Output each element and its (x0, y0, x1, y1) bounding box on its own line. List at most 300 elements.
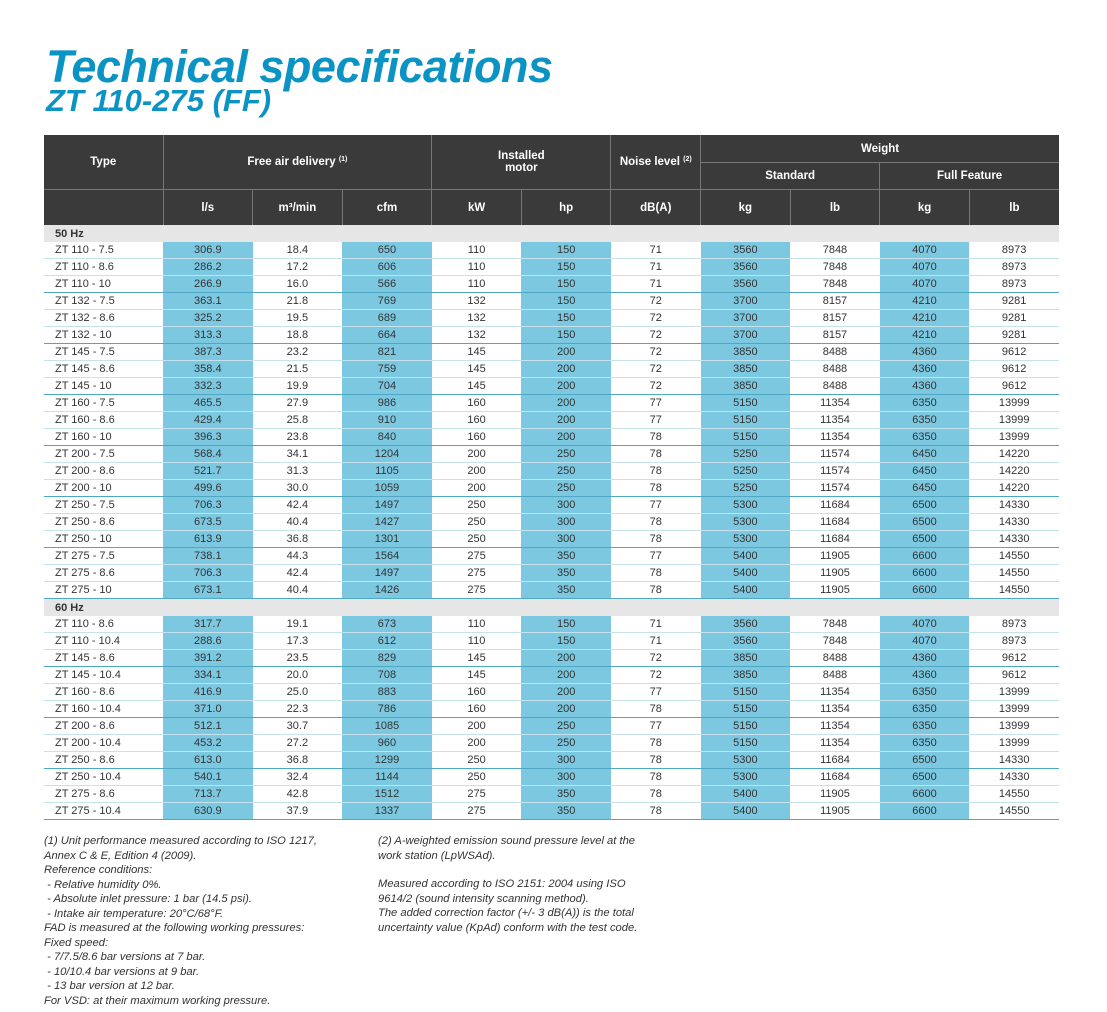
value-cell: 396.3 (163, 429, 253, 446)
value-cell: 313.3 (163, 327, 253, 344)
value-cell: 72 (611, 327, 701, 344)
table-row (44, 803, 1059, 820)
value-cell: 200 (521, 684, 611, 701)
table-row (44, 582, 1059, 599)
type-cell: ZT 145 - 8.6 (44, 650, 163, 667)
value-cell: 160 (432, 429, 522, 446)
value-cell: 19.1 (253, 616, 343, 633)
value-cell: 300 (521, 769, 611, 786)
value-cell: 350 (521, 803, 611, 820)
value-cell: 8488 (790, 650, 880, 667)
value-cell: 14220 (969, 446, 1059, 463)
value-cell: 5250 (701, 463, 791, 480)
value-cell: 11354 (790, 701, 880, 718)
value-cell: 78 (611, 565, 701, 582)
value-cell: 32.4 (253, 769, 343, 786)
value-cell: 200 (521, 395, 611, 412)
value-cell: 72 (611, 650, 701, 667)
value-cell: 110 (432, 259, 522, 276)
value-cell: 78 (611, 429, 701, 446)
value-cell: 150 (521, 327, 611, 344)
value-cell: 72 (611, 361, 701, 378)
value-cell: 3700 (701, 310, 791, 327)
value-cell: 110 (432, 242, 522, 259)
value-cell: 250 (432, 769, 522, 786)
value-cell: 78 (611, 735, 701, 752)
section-row (44, 599, 1059, 617)
value-cell: 4070 (880, 259, 970, 276)
value-cell: 6500 (880, 531, 970, 548)
value-cell: 22.3 (253, 701, 343, 718)
value-cell: 14220 (969, 480, 1059, 497)
table-row (44, 514, 1059, 531)
footnote-2 (378, 834, 637, 935)
value-cell: 6350 (880, 395, 970, 412)
section-row (44, 225, 1059, 242)
value-cell: 71 (611, 242, 701, 259)
note-line: uncertainty value (KpAd) conform with the test code. (378, 921, 638, 934)
value-cell: 110 (432, 276, 522, 293)
value-cell: 78 (611, 803, 701, 820)
value-cell: 11354 (790, 684, 880, 701)
value-cell: 300 (521, 514, 611, 531)
value-cell: 708 (342, 667, 432, 684)
value-cell: 8157 (790, 293, 880, 310)
value-cell: 110 (432, 633, 522, 650)
value-cell: 7848 (790, 259, 880, 276)
value-cell: 4070 (880, 276, 970, 293)
type-cell: ZT 132 - 8.6 (44, 310, 163, 327)
type-cell: ZT 132 - 10 (44, 327, 163, 344)
table-row (44, 327, 1059, 344)
value-cell: 7848 (790, 633, 880, 650)
header-free-air-delivery: Free air delivery $^{(1)}$ (163, 135, 432, 190)
value-cell: 317.7 (163, 616, 253, 633)
value-cell: 150 (521, 633, 611, 650)
section-label: 60 Hz (44, 599, 1059, 617)
value-cell: 77 (611, 497, 701, 514)
value-cell: 8973 (969, 242, 1059, 259)
value-cell: 1564 (342, 548, 432, 565)
table-row (44, 650, 1059, 667)
unit-type-blank (44, 190, 163, 226)
value-cell: 77 (611, 718, 701, 735)
value-cell: 150 (521, 616, 611, 633)
value-cell: 769 (342, 293, 432, 310)
value-cell: 883 (342, 684, 432, 701)
value-cell: 6500 (880, 514, 970, 531)
value-cell: 673.5 (163, 514, 253, 531)
value-cell: 706.3 (163, 497, 253, 514)
value-cell: 275 (432, 803, 522, 820)
unit-header: lb (969, 190, 1059, 226)
value-cell: 71 (611, 616, 701, 633)
note-line: - 13 bar version at 12 bar. (44, 980, 175, 992)
value-cell: 250 (521, 446, 611, 463)
value-cell: 78 (611, 531, 701, 548)
header-full-feature: Full Feature (880, 163, 1059, 190)
value-cell: 613.0 (163, 752, 253, 769)
value-cell: 9612 (969, 344, 1059, 361)
type-cell: ZT 145 - 7.5 (44, 344, 163, 361)
value-cell: 160 (432, 412, 522, 429)
value-cell: 36.8 (253, 531, 343, 548)
table-row (44, 684, 1059, 701)
value-cell: 521.7 (163, 463, 253, 480)
type-cell: ZT 145 - 8.6 (44, 361, 163, 378)
table-row (44, 616, 1059, 633)
value-cell: 673.1 (163, 582, 253, 599)
value-cell: 6350 (880, 684, 970, 701)
value-cell: 27.9 (253, 395, 343, 412)
value-cell: 72 (611, 293, 701, 310)
value-cell: 250 (521, 735, 611, 752)
value-cell: 14330 (969, 769, 1059, 786)
specifications-body (44, 225, 1059, 820)
value-cell: 664 (342, 327, 432, 344)
value-cell: 5150 (701, 684, 791, 701)
value-cell: 19.5 (253, 310, 343, 327)
value-cell: 689 (342, 310, 432, 327)
table-row (44, 276, 1059, 293)
value-cell: 4070 (880, 242, 970, 259)
value-cell: 4070 (880, 616, 970, 633)
value-cell: 13999 (969, 701, 1059, 718)
value-cell: 145 (432, 361, 522, 378)
value-cell: 13999 (969, 684, 1059, 701)
value-cell: 453.2 (163, 735, 253, 752)
value-cell: 150 (521, 242, 611, 259)
type-cell: ZT 145 - 10 (44, 378, 163, 395)
value-cell: 5400 (701, 565, 791, 582)
value-cell: 11905 (790, 565, 880, 582)
value-cell: 288.6 (163, 633, 253, 650)
value-cell: 6450 (880, 463, 970, 480)
value-cell: 145 (432, 344, 522, 361)
value-cell: 250 (521, 718, 611, 735)
value-cell: 14330 (969, 531, 1059, 548)
value-cell: 275 (432, 548, 522, 565)
value-cell: 250 (432, 514, 522, 531)
note-line: (2) A-weighted emission sound pressure level at the (378, 835, 636, 847)
value-cell: 786 (342, 701, 432, 718)
value-cell: 14550 (969, 565, 1059, 582)
type-cell: ZT 110 - 10 (44, 276, 163, 293)
value-cell: 160 (432, 701, 522, 718)
table-row (44, 310, 1059, 327)
value-cell: 704 (342, 378, 432, 395)
value-cell: 37.9 (253, 803, 343, 820)
type-cell: ZT 250 - 10 (44, 531, 163, 548)
table-row (44, 786, 1059, 803)
value-cell: 613.9 (163, 531, 253, 548)
footnote-1 (44, 834, 317, 1008)
value-cell: 40.4 (253, 514, 343, 531)
value-cell: 9281 (969, 327, 1059, 344)
value-cell: 14330 (969, 752, 1059, 769)
value-cell: 13999 (969, 429, 1059, 446)
value-cell: 11905 (790, 548, 880, 565)
value-cell: 200 (521, 361, 611, 378)
value-cell: 77 (611, 412, 701, 429)
table-row (44, 548, 1059, 565)
value-cell: 300 (521, 531, 611, 548)
value-cell: 16.0 (253, 276, 343, 293)
header-installed-motor: Installed motor (432, 135, 611, 190)
value-cell: 8157 (790, 327, 880, 344)
value-cell: 4210 (880, 293, 970, 310)
value-cell: 1105 (342, 463, 432, 480)
value-cell: 78 (611, 463, 701, 480)
value-cell: 3700 (701, 293, 791, 310)
value-cell: 18.4 (253, 242, 343, 259)
type-cell: ZT 110 - 8.6 (44, 616, 163, 633)
value-cell: 6350 (880, 735, 970, 752)
footnote-2-b (378, 877, 637, 935)
value-cell: 738.1 (163, 548, 253, 565)
value-cell: 11354 (790, 429, 880, 446)
table-row (44, 463, 1059, 480)
note-line: (1) Unit performance measured according to ISO 1217, (44, 835, 317, 847)
value-cell: 4070 (880, 633, 970, 650)
value-cell: 11574 (790, 446, 880, 463)
value-cell: 300 (521, 497, 611, 514)
value-cell: 77 (611, 684, 701, 701)
value-cell: 72 (611, 310, 701, 327)
footnote-2-a (378, 834, 637, 863)
value-cell: 5400 (701, 548, 791, 565)
type-cell: ZT 110 - 8.6 (44, 259, 163, 276)
value-cell: 5400 (701, 786, 791, 803)
type-cell: ZT 145 - 10.4 (44, 667, 163, 684)
value-cell: 612 (342, 633, 432, 650)
table-row (44, 412, 1059, 429)
value-cell: 14550 (969, 582, 1059, 599)
value-cell: 145 (432, 667, 522, 684)
value-cell: 14330 (969, 514, 1059, 531)
value-cell: 465.5 (163, 395, 253, 412)
value-cell: 78 (611, 786, 701, 803)
value-cell: 23.2 (253, 344, 343, 361)
value-cell: 6600 (880, 565, 970, 582)
value-cell: 36.8 (253, 752, 343, 769)
value-cell: 350 (521, 786, 611, 803)
value-cell: 4360 (880, 667, 970, 684)
note-line: - 10/10.4 bar versions at 9 bar. (44, 965, 200, 978)
value-cell: 5150 (701, 701, 791, 718)
value-cell: 1497 (342, 565, 432, 582)
value-cell: 5400 (701, 582, 791, 599)
table-row (44, 667, 1059, 684)
value-cell: 1337 (342, 803, 432, 820)
value-cell: 150 (521, 293, 611, 310)
table-row (44, 480, 1059, 497)
value-cell: 350 (521, 548, 611, 565)
value-cell: 11684 (790, 497, 880, 514)
value-cell: 512.1 (163, 718, 253, 735)
table-row (44, 735, 1059, 752)
value-cell: 4210 (880, 327, 970, 344)
value-cell: 78 (611, 446, 701, 463)
value-cell: 8157 (790, 310, 880, 327)
value-cell: 9281 (969, 310, 1059, 327)
table-row (44, 565, 1059, 582)
value-cell: 275 (432, 565, 522, 582)
note-line: The added correction factor (+/- 3 dB(A)) is the total (378, 907, 634, 919)
value-cell: 11354 (790, 395, 880, 412)
value-cell: 306.9 (163, 242, 253, 259)
value-cell: 7848 (790, 242, 880, 259)
value-cell: 30.0 (253, 480, 343, 497)
value-cell: 1427 (342, 514, 432, 531)
value-cell: 5150 (701, 718, 791, 735)
value-cell: 200 (521, 429, 611, 446)
value-cell: 11354 (790, 412, 880, 429)
value-cell: 829 (342, 650, 432, 667)
type-cell: ZT 110 - 7.5 (44, 242, 163, 259)
value-cell: 132 (432, 293, 522, 310)
table-row (44, 752, 1059, 769)
value-cell: 132 (432, 310, 522, 327)
value-cell: 25.8 (253, 412, 343, 429)
note-line: Reference conditions: (44, 864, 153, 876)
value-cell: 1497 (342, 497, 432, 514)
value-cell: 416.9 (163, 684, 253, 701)
value-cell: 11574 (790, 463, 880, 480)
value-cell: 42.8 (253, 786, 343, 803)
value-cell: 72 (611, 378, 701, 395)
value-cell: 14330 (969, 497, 1059, 514)
value-cell: 11684 (790, 514, 880, 531)
value-cell: 150 (521, 310, 611, 327)
value-cell: 11905 (790, 582, 880, 599)
value-cell: 250 (432, 497, 522, 514)
table-row (44, 395, 1059, 412)
value-cell: 3850 (701, 378, 791, 395)
value-cell: 6600 (880, 786, 970, 803)
table-row (44, 293, 1059, 310)
value-cell: 499.6 (163, 480, 253, 497)
value-cell: 11684 (790, 752, 880, 769)
value-cell: 11905 (790, 786, 880, 803)
value-cell: 13999 (969, 718, 1059, 735)
value-cell: 150 (521, 259, 611, 276)
value-cell: 5150 (701, 735, 791, 752)
value-cell: 13999 (969, 735, 1059, 752)
type-cell: ZT 250 - 8.6 (44, 514, 163, 531)
type-cell: ZT 200 - 8.6 (44, 463, 163, 480)
value-cell: 6600 (880, 548, 970, 565)
value-cell: 275 (432, 786, 522, 803)
specifications-table (44, 135, 1059, 820)
value-cell: 200 (521, 378, 611, 395)
value-cell: 42.4 (253, 565, 343, 582)
value-cell: 44.3 (253, 548, 343, 565)
value-cell: 9612 (969, 361, 1059, 378)
value-cell: 11574 (790, 480, 880, 497)
unit-header: kW (432, 190, 522, 226)
value-cell: 17.3 (253, 633, 343, 650)
header-type: Type (44, 135, 163, 190)
note-line: - 7/7.5/8.6 bar versions at 7 bar. (44, 951, 206, 963)
value-cell: 17.2 (253, 259, 343, 276)
value-cell: 8973 (969, 633, 1059, 650)
header-noise-level: Noise level $^{(2)}$ (611, 135, 701, 190)
value-cell: 5250 (701, 480, 791, 497)
value-cell: 9612 (969, 650, 1059, 667)
unit-header: kg (701, 190, 791, 226)
value-cell: 21.8 (253, 293, 343, 310)
note-line: - Relative humidity 0%. (44, 878, 162, 891)
value-cell: 350 (521, 582, 611, 599)
note-line: - Absolute inlet pressure: 1 bar (14.5 psi). (44, 893, 252, 905)
value-cell: 7848 (790, 616, 880, 633)
value-cell: 6500 (880, 769, 970, 786)
value-cell: 3850 (701, 361, 791, 378)
header-standard: Standard (701, 163, 880, 190)
type-cell: ZT 110 - 10.4 (44, 633, 163, 650)
value-cell: 5400 (701, 803, 791, 820)
value-cell: 630.9 (163, 803, 253, 820)
value-cell: 3850 (701, 650, 791, 667)
table-row (44, 361, 1059, 378)
unit-header: kg (880, 190, 970, 226)
table-row (44, 446, 1059, 463)
value-cell: 11684 (790, 769, 880, 786)
value-cell: 9281 (969, 293, 1059, 310)
value-cell: 31.3 (253, 463, 343, 480)
type-cell: ZT 275 - 8.6 (44, 565, 163, 582)
value-cell: 1059 (342, 480, 432, 497)
value-cell: 78 (611, 480, 701, 497)
value-cell: 3560 (701, 242, 791, 259)
table-row (44, 718, 1059, 735)
value-cell: 6350 (880, 412, 970, 429)
table-row (44, 259, 1059, 276)
value-cell: 78 (611, 514, 701, 531)
value-cell: 160 (432, 684, 522, 701)
value-cell: 6350 (880, 429, 970, 446)
note-line: FAD is measured at the following working pressures: (44, 922, 305, 934)
type-cell: ZT 160 - 10 (44, 429, 163, 446)
value-cell: 759 (342, 361, 432, 378)
value-cell: 200 (432, 735, 522, 752)
value-cell: 286.2 (163, 259, 253, 276)
title-line-2: ZT 110-275 (FF) (46, 83, 272, 118)
note-line: work station (LpWSAd). (378, 849, 496, 862)
value-cell: 200 (432, 480, 522, 497)
value-cell: 71 (611, 633, 701, 650)
type-cell: ZT 200 - 10.4 (44, 735, 163, 752)
value-cell: 4360 (880, 361, 970, 378)
value-cell: 200 (521, 667, 611, 684)
value-cell: 11354 (790, 735, 880, 752)
value-cell: 77 (611, 395, 701, 412)
value-cell: 200 (432, 463, 522, 480)
value-cell: 4210 (880, 310, 970, 327)
value-cell: 350 (521, 565, 611, 582)
value-cell: 3560 (701, 259, 791, 276)
value-cell: 4360 (880, 378, 970, 395)
value-cell: 1204 (342, 446, 432, 463)
value-cell: 200 (521, 412, 611, 429)
value-cell: 986 (342, 395, 432, 412)
units-row (44, 190, 1059, 226)
value-cell: 8488 (790, 361, 880, 378)
type-cell: ZT 275 - 10.4 (44, 803, 163, 820)
value-cell: 78 (611, 582, 701, 599)
value-cell: 568.4 (163, 446, 253, 463)
